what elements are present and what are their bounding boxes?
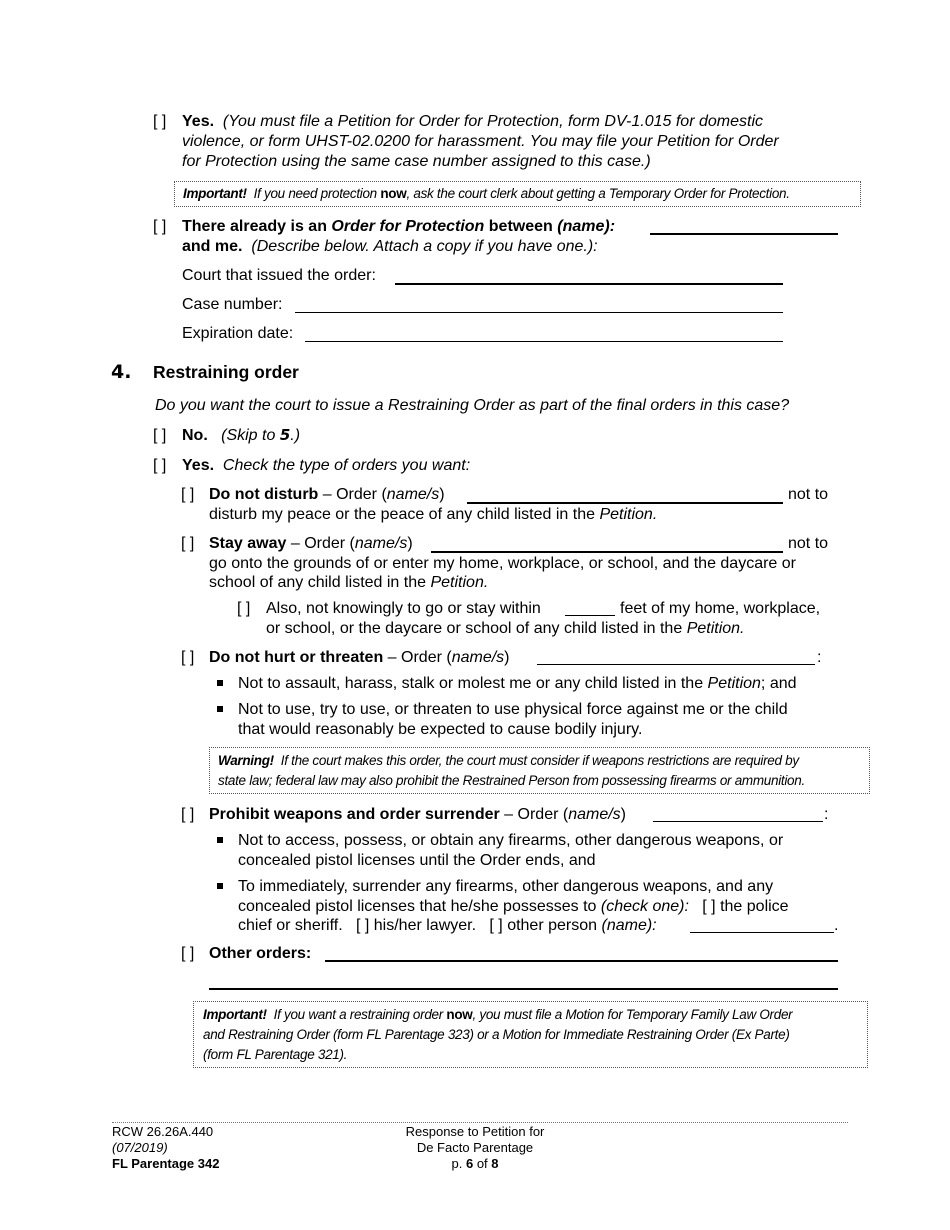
hurt-bullet-1 — [238, 674, 797, 693]
important-line3: (form FL Parentage 321). — [203, 1047, 348, 1062]
order-text-close: ) — [407, 535, 413, 552]
checkbox[interactable]: [ ] — [181, 486, 195, 503]
name-label: (name): — [557, 218, 616, 235]
stay-away-line3 — [209, 573, 488, 592]
hurt-bullet-1-end: ; and — [760, 675, 797, 692]
prohibit-weapons-option — [181, 805, 626, 824]
surrender-text: concealed pistol licenses that he/she possesses to — [238, 898, 597, 915]
expiration-date-field[interactable] — [305, 341, 783, 342]
important-now: now — [446, 1007, 473, 1022]
weapons-bullet-2-line1: To immediately, surrender any firearms, other dangerous weapons, and any — [238, 878, 774, 895]
colon: : — [824, 806, 829, 823]
footer-page-number — [375, 1156, 575, 1172]
expiration-date-label: Expiration date: — [182, 325, 294, 342]
checkbox[interactable]: [ ] — [181, 535, 195, 552]
checkbox[interactable]: [ ] — [489, 917, 503, 934]
also-text-rest: feet of my home, workplace, — [620, 600, 821, 617]
important-text-rest: , you must file a Motion for Temporary Family Law Order — [472, 1007, 793, 1022]
yes-label: Yes. — [182, 457, 215, 474]
bullet-icon — [217, 706, 223, 712]
court-issued-field[interactable] — [395, 283, 783, 285]
weapons-bullet-1-line1: Not to access, possess, or obtain any firearms, other dangerous weapons, or — [238, 832, 784, 849]
describe-instruction: (Describe below. Attach a copy if you have one.): — [251, 238, 598, 255]
also-line2 — [266, 619, 745, 638]
do-not-hurt-label: Do not hurt or threaten — [209, 649, 384, 666]
stay-away-name-field[interactable] — [431, 551, 783, 553]
colon: : — [817, 649, 822, 666]
checkbox[interactable]: [ ] — [153, 427, 167, 444]
order-text-close: ) — [620, 806, 626, 823]
footer-date: (07/2019) — [112, 1140, 168, 1155]
stay-away-desc: school of any child listed in the — [209, 574, 427, 591]
important-restraining-box — [193, 1001, 868, 1068]
warning-label: Warning! — [218, 753, 274, 768]
important-label: Important! — [203, 1007, 267, 1022]
petition-word: Petition. — [686, 620, 745, 637]
do-not-disturb-line2 — [209, 505, 657, 524]
important-label: Important! — [183, 186, 247, 201]
names-label: name/s — [568, 806, 621, 823]
yes-instruction: (You must file a Petition for Order for Protection, form DV-1.015 for domestic — [222, 113, 763, 130]
police-option: the police — [720, 898, 789, 915]
footer-title-line2: De Facto Parentage — [416, 1140, 534, 1155]
petition-word: Petition — [707, 675, 761, 692]
important-text: If you want a restraining order — [273, 1007, 443, 1022]
checkbox[interactable]: [ ] — [181, 806, 195, 823]
order-text-close: ) — [504, 649, 510, 666]
do-not-disturb-option — [181, 485, 445, 504]
other-orders-field-line1[interactable] — [325, 960, 838, 962]
hurt-bullet-2-line1: Not to use, try to use, or threaten to use physical force against me or the child — [238, 701, 788, 718]
skip-section-number: 5 — [279, 426, 291, 444]
page-total: 8 — [491, 1156, 499, 1171]
do-not-disturb-name-field[interactable] — [467, 502, 783, 504]
page-prefix: p. — [451, 1156, 463, 1171]
no-label: No. — [182, 427, 208, 444]
warning-text-line1: If the court makes this order, the court must consider if weapons restrictions are required by — [280, 753, 799, 768]
do-not-hurt-name-field[interactable] — [537, 664, 815, 665]
order-text: – Order ( — [290, 535, 355, 552]
period: . — [834, 917, 839, 934]
order-for-protection: Order for Protection — [331, 218, 485, 235]
case-number-field[interactable] — [295, 312, 783, 313]
important-text: If you need protection — [253, 186, 377, 201]
yes-instruction-line3: for Protection using the same case number assigned to this case.) — [182, 153, 651, 170]
skip-text: (Skip to — [221, 427, 276, 444]
important-text-rest: , ask the court clerk about getting a Temporary Order for Protection. — [406, 186, 790, 201]
footer-form-number: FL Parentage 342 — [112, 1156, 220, 1171]
case-number-label: Case number: — [182, 296, 283, 313]
existing-order-name-field[interactable] — [650, 233, 838, 235]
checkbox[interactable]: [ ] — [181, 649, 195, 666]
warning-text-line2: state law; federal law may also prohibit the Restrained Person from possessing firearms or ammunition. — [218, 773, 805, 788]
also-text: Also, not knowingly to go or stay within — [266, 600, 541, 617]
do-not-disturb-desc: disturb my peace or the peace of any child listed in the — [209, 506, 595, 523]
name-label: (name): — [601, 917, 657, 934]
warning-box — [209, 747, 870, 794]
lawyer-option: his/her lawyer. — [373, 917, 477, 934]
order-text: – Order ( — [504, 806, 569, 823]
checkbox[interactable]: [ ] — [153, 113, 167, 130]
bullet-icon — [217, 837, 223, 843]
names-label: name/s — [451, 649, 505, 666]
existing-order-text: There already is an — [182, 218, 327, 235]
court-issued-label: Court that issued the order: — [182, 267, 376, 284]
footer-divider — [112, 1122, 848, 1123]
hurt-bullet-2-line2: that would reasonably be expected to cause bodily injury. — [238, 721, 643, 738]
hurt-bullet-1-text: Not to assault, harass, stalk or molest me or any child listed in the — [238, 675, 704, 692]
order-text: – Order ( — [322, 486, 387, 503]
order-text: – Order ( — [387, 649, 452, 666]
and-me: and me. — [182, 238, 243, 255]
restraining-question: Do you want the court to issue a Restraining Order as part of the final orders in this case? — [155, 397, 790, 414]
protection-yes-option — [153, 112, 763, 131]
footer-title-line1: Response to Petition for — [405, 1124, 545, 1139]
do-not-disturb-label: Do not disturb — [209, 486, 319, 503]
order-text-close: ) — [439, 486, 445, 503]
important-now: now — [380, 186, 407, 201]
not-to-text: not to — [788, 486, 829, 503]
bullet-icon — [217, 680, 223, 686]
page-current: 6 — [465, 1156, 474, 1171]
sheriff-option: chief or sheriff. — [238, 917, 343, 934]
do-not-hurt-option — [181, 648, 509, 667]
existing-order-option — [153, 217, 615, 236]
prohibit-weapons-label: Prohibit weapons and order surrender — [209, 806, 500, 823]
between-label: between — [488, 218, 553, 235]
weapons-bullet-2-line2 — [238, 897, 789, 916]
section-number: 4. — [111, 361, 132, 383]
stay-away-label: Stay away — [209, 535, 287, 552]
other-person-name-field[interactable] — [690, 932, 834, 933]
footer-rcw: RCW 26.26A.440 — [112, 1124, 214, 1139]
weapons-bullet-2-line3 — [238, 916, 657, 935]
checkbox[interactable]: [ ] — [355, 917, 370, 934]
no-option — [153, 426, 300, 445]
also-desc: or school, or the daycare or school of any child listed in the — [266, 620, 683, 637]
checkbox[interactable]: [ ] — [153, 457, 167, 474]
section-title: Restraining order — [153, 362, 299, 382]
yes-instruction-line2: violence, or form UHST-02.0200 for harassment. You may file your Petition for Order — [182, 133, 779, 150]
other-orders-label: Other orders: — [209, 945, 312, 962]
checkbox[interactable]: [ ] — [237, 600, 251, 617]
not-to-text: not to — [788, 535, 829, 552]
check-one-label: (check one): — [600, 898, 689, 915]
prohibit-weapons-name-field[interactable] — [653, 821, 823, 822]
bullet-icon — [217, 883, 223, 889]
also-option — [237, 599, 541, 618]
stay-away-line2: go onto the grounds of or enter my home, workplace, or school, and the daycare or — [209, 555, 796, 572]
skip-text-end: .) — [290, 427, 301, 444]
other-person-option: other person — [507, 917, 598, 934]
important-line2: and Restraining Order (form FL Parentage 323) or a Motion for Immediate Restraining Order (Ex Parte) — [203, 1027, 790, 1042]
checkbox[interactable]: [ ] — [702, 898, 716, 915]
names-label: name/s — [354, 535, 408, 552]
checkbox[interactable]: [ ] — [181, 945, 195, 962]
names-label: name/s — [386, 486, 440, 503]
yes-label: Yes. — [182, 113, 215, 130]
yes-option — [153, 456, 470, 475]
page-of: of — [476, 1156, 488, 1171]
feet-distance-field[interactable] — [565, 615, 615, 616]
yes-instruction: Check the type of orders you want: — [222, 457, 471, 474]
and-me-line — [182, 237, 598, 256]
other-orders-field-line2[interactable] — [209, 988, 838, 990]
weapons-bullet-1-line2: concealed pistol licenses until the Order ends, and — [238, 852, 596, 869]
important-notice-box — [174, 181, 861, 207]
checkbox[interactable]: [ ] — [153, 218, 167, 235]
stay-away-option — [181, 534, 413, 553]
other-orders-option — [181, 944, 311, 963]
petition-word: Petition. — [430, 574, 489, 591]
petition-word: Petition. — [599, 506, 658, 523]
